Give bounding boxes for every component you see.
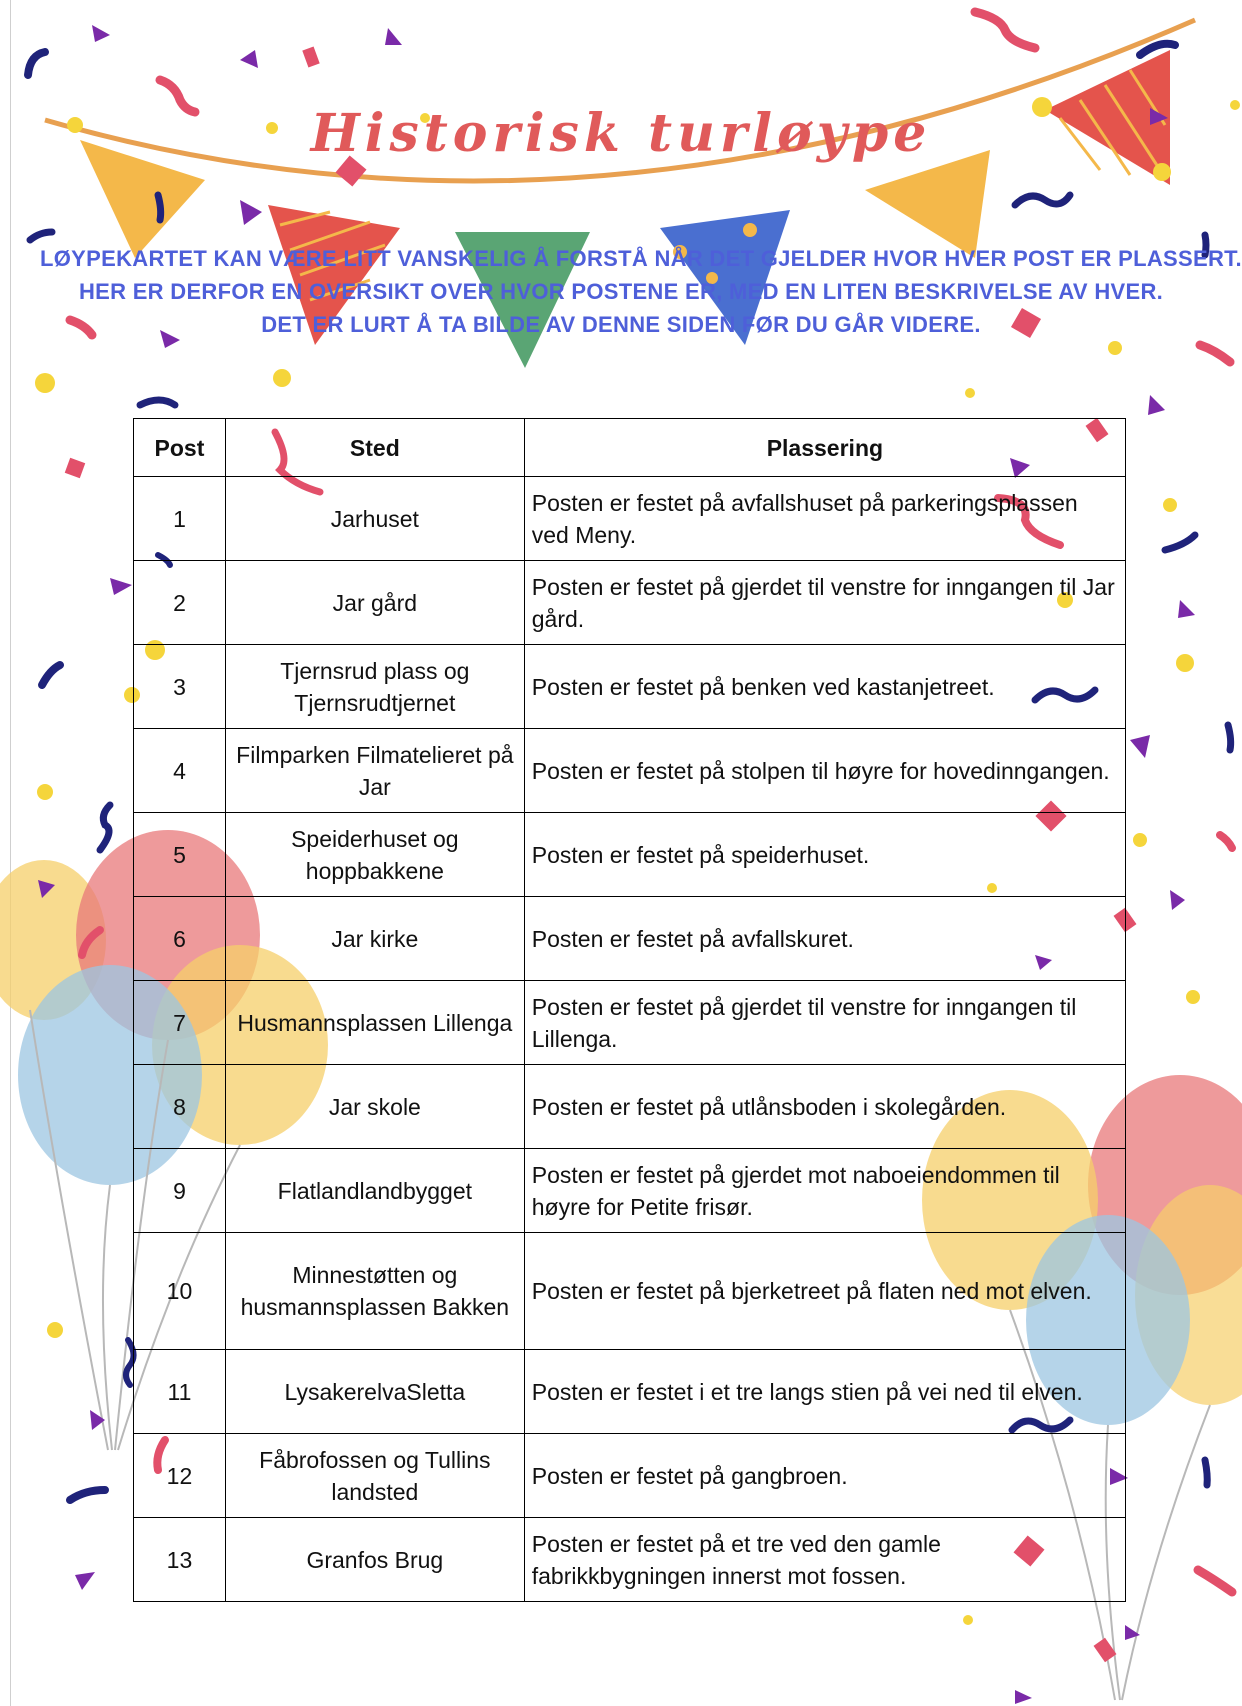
post-number: 5 bbox=[134, 813, 226, 897]
post-sted: Fåbrofossen og Tullins landsted bbox=[225, 1434, 524, 1518]
post-sted: Filmparken Filmatelieret på Jar bbox=[225, 729, 524, 813]
page-title: Historisk turløype bbox=[310, 103, 932, 164]
post-sted: Speiderhuset og hoppbakkene bbox=[225, 813, 524, 897]
post-sted: Jar kirke bbox=[225, 897, 524, 981]
post-number: 10 bbox=[134, 1233, 226, 1350]
table-row bbox=[134, 477, 1126, 561]
table-row bbox=[134, 1350, 1126, 1434]
table-row bbox=[134, 1518, 1126, 1602]
table-row bbox=[134, 1434, 1126, 1518]
post-plassering: Posten er festet på gjerdet til venstre for inngangen til Lillenga. bbox=[524, 981, 1125, 1065]
post-sted: Tjernsrud plass og Tjernsrudtjernet bbox=[225, 645, 524, 729]
post-sted: Granfos Brug bbox=[225, 1518, 524, 1602]
post-plassering: Posten er festet på gjerdet til venstre for inngangen til Jar gård. bbox=[524, 561, 1125, 645]
table-row bbox=[134, 813, 1126, 897]
table-row bbox=[134, 897, 1126, 981]
post-table bbox=[133, 418, 1126, 1602]
header-sted: Sted bbox=[225, 419, 524, 477]
post-sted: Husmannsplassen Lillenga bbox=[225, 981, 524, 1065]
post-number: 7 bbox=[134, 981, 226, 1065]
post-number: 8 bbox=[134, 1065, 226, 1149]
post-sted: Jar gård bbox=[225, 561, 524, 645]
table-row bbox=[134, 981, 1126, 1065]
post-plassering: Posten er festet på gangbroen. bbox=[524, 1434, 1125, 1518]
table-row bbox=[134, 1233, 1126, 1350]
post-number: 3 bbox=[134, 645, 226, 729]
post-number: 9 bbox=[134, 1149, 226, 1233]
post-number: 11 bbox=[134, 1350, 226, 1434]
post-sted: Minnestøtten og husmannsplassen Bakken bbox=[225, 1233, 524, 1350]
intro-text bbox=[40, 242, 1242, 341]
post-sted: LysakerelvaSletta bbox=[225, 1350, 524, 1434]
header-post: Post bbox=[134, 419, 226, 477]
post-plassering: Posten er festet på avfallshuset på parkeringsplassen ved Meny. bbox=[524, 477, 1125, 561]
post-plassering: Posten er festet på benken ved kastanjetreet. bbox=[524, 645, 1125, 729]
post-plassering: Posten er festet i et tre langs stien på vei ned til elven. bbox=[524, 1350, 1125, 1434]
intro-line: HER ER DERFOR EN OVERSIKT OVER HVOR POSTENE ER, MED EN LITEN BESKRIVELSE AV HVER. bbox=[78, 279, 1164, 304]
post-number: 1 bbox=[134, 477, 226, 561]
table-header-row bbox=[134, 419, 1126, 477]
table-row bbox=[134, 1065, 1126, 1149]
post-plassering: Posten er festet på et tre ved den gamle fabrikkbygningen innerst mot fossen. bbox=[524, 1518, 1125, 1602]
post-sted: Jarhuset bbox=[225, 477, 524, 561]
post-number: 6 bbox=[134, 897, 226, 981]
table-row bbox=[134, 645, 1126, 729]
table-row bbox=[134, 729, 1126, 813]
post-plassering: Posten er festet på stolpen til høyre for hovedinngangen. bbox=[524, 729, 1125, 813]
post-sted: Jar skole bbox=[225, 1065, 524, 1149]
post-sted: Flatlandlandbygget bbox=[225, 1149, 524, 1233]
post-number: 4 bbox=[134, 729, 226, 813]
post-plassering: Posten er festet på utlånsboden i skolegården. bbox=[524, 1065, 1125, 1149]
intro-line: LØYPEKARTET KAN VÆRE LITT VANSKELIG Å FORSTÅ NÅR DET GJELDER HVOR HVER POST ER PLASSERT. bbox=[40, 246, 1242, 271]
table-row bbox=[134, 561, 1126, 645]
header-plassering: Plassering bbox=[524, 419, 1125, 477]
post-plassering: Posten er festet på gjerdet mot naboeiendommen til høyre for Petite frisør. bbox=[524, 1149, 1125, 1233]
post-plassering: Posten er festet på speiderhuset. bbox=[524, 813, 1125, 897]
intro-line: DET ER LURT Å TA BILDE AV DENNE SIDEN FØR DU GÅR VIDERE. bbox=[261, 312, 981, 337]
post-plassering: Posten er festet på bjerketreet på flaten ned mot elven. bbox=[524, 1233, 1125, 1350]
post-number: 2 bbox=[134, 561, 226, 645]
table-row bbox=[134, 1149, 1126, 1233]
post-number: 12 bbox=[134, 1434, 226, 1518]
post-plassering: Posten er festet på avfallskuret. bbox=[524, 897, 1125, 981]
post-number: 13 bbox=[134, 1518, 226, 1602]
